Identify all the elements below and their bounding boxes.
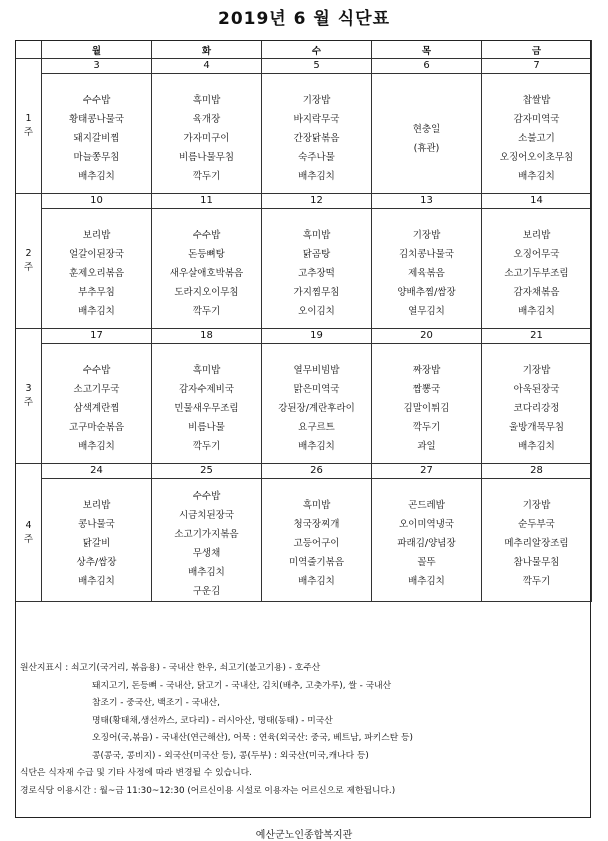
- menu-item: 새우살애호박볶음: [169, 268, 244, 279]
- date-number: 26: [262, 464, 371, 479]
- menu-item: 소고기무국: [73, 384, 120, 395]
- menu-item: 배추김치: [78, 441, 115, 452]
- menu-item: 파래김/양념장: [397, 538, 456, 549]
- date-number: 4: [152, 59, 261, 74]
- menu-item: 감자수제비국: [178, 384, 235, 395]
- menu-item: 황태콩나물국: [68, 114, 125, 125]
- menu-item: 보리밥: [522, 230, 551, 241]
- menu-item: 깍두기: [192, 306, 221, 317]
- menu-item: 숙주나물: [298, 152, 335, 163]
- menu-item: 도라지오이무침: [174, 287, 239, 298]
- menu-item: 찹쌀밥: [522, 95, 551, 106]
- menu-item: 고등어구이: [293, 538, 340, 549]
- menu-item: 무생채: [192, 548, 221, 559]
- menu-item: 배추김치: [298, 441, 335, 452]
- menu-item: 부추무침: [78, 287, 115, 298]
- menu-item: 메추리알장조림: [504, 538, 569, 549]
- week-label-part: 주: [23, 533, 34, 545]
- menu-item: 열무비빔밥: [293, 365, 340, 376]
- day-header: 화: [152, 41, 262, 59]
- menu-item: 흑미밥: [192, 365, 221, 376]
- date-number: 28: [482, 464, 591, 479]
- day-header: 월: [42, 41, 152, 59]
- menu-item: 고추장떡: [298, 268, 335, 279]
- menu-item: 기장밥: [302, 95, 331, 106]
- menu-item: 김치콩나물국: [398, 249, 455, 260]
- menu-item: 양배추찜/쌈장: [397, 287, 456, 298]
- menu-item: 배추김치: [188, 567, 225, 578]
- origin-note: 돼지고기, 돈등뼈 - 국내산, 닭고기 - 국내산, 김치(배추, 고춧가루), 쌀 - 국내산: [92, 680, 392, 691]
- menu-item: 배추김치: [78, 306, 115, 317]
- menu-item: 수수밥: [192, 491, 221, 502]
- menu-item: 배추김치: [518, 306, 555, 317]
- menu-item: 콩나물국: [78, 519, 115, 530]
- date-number: 11: [152, 194, 261, 209]
- menu-item: 수수밥: [192, 230, 221, 241]
- date-number: 13: [372, 194, 481, 209]
- outer-border: [15, 40, 591, 818]
- menu-item: 얼갈이된장국: [68, 249, 125, 260]
- page-title: 2019년 6 월 식단표: [217, 9, 390, 29]
- menu-item: 배추김치: [298, 576, 335, 587]
- menu-item: 간장닭볶음: [293, 133, 340, 144]
- menu-item: 시금치된장국: [178, 510, 235, 521]
- menu-item: 기장밥: [412, 230, 441, 241]
- date-number: 7: [482, 59, 591, 74]
- menu-item: 흑미밥: [302, 230, 331, 241]
- menu-item: 상추/쌈장: [76, 557, 117, 568]
- menu-item: 깍두기: [522, 576, 551, 587]
- menu-item: 돈등뼈탕: [188, 249, 225, 260]
- menu-item: 배추김치: [518, 441, 555, 452]
- menu-item: 청국장찌개: [293, 519, 340, 530]
- change-notice: 식단은 식자재 수급 및 기타 사정에 따라 변경될 수 있습니다.: [20, 768, 252, 778]
- day-header: 수: [262, 41, 372, 59]
- date-number: 18: [152, 329, 261, 344]
- menu-item: 오징어무국: [513, 249, 560, 260]
- menu-item: 흑미밥: [192, 95, 221, 106]
- date-number: 19: [262, 329, 371, 344]
- week-label-part: 주: [23, 127, 34, 138]
- week-label-part: 주: [23, 397, 34, 408]
- origin-note: 참조기 - 중국산, 백조기 - 국내산,: [92, 698, 220, 708]
- menu-item: 꼴뚜: [417, 557, 436, 568]
- menu-item: 순두부국: [518, 519, 555, 530]
- date-number: 5: [262, 59, 371, 74]
- menu-item: 오징어오이초무침: [499, 152, 574, 163]
- menu-item: 깍두기: [412, 422, 441, 433]
- menu-item: 돼지갈비찜: [73, 133, 120, 144]
- menu-item: 짜장밥: [412, 365, 441, 376]
- menu-item: 짬뽕국: [412, 384, 441, 395]
- menu-item: 가자미구이: [183, 133, 230, 144]
- menu-item: 수수밥: [82, 95, 111, 106]
- menu-item: 곤드레밥: [408, 500, 445, 511]
- menu-item: 닭곰탕: [302, 249, 331, 260]
- menu-item: 보리밥: [82, 230, 111, 241]
- menu-item: 깍두기: [192, 441, 221, 452]
- menu-item: 흑미밥: [302, 500, 331, 511]
- date-number: 27: [372, 464, 481, 479]
- week-label-part: 2: [25, 248, 32, 259]
- menu-item: 민물새우무조림: [174, 403, 239, 414]
- menu-item: 감자미역국: [513, 114, 560, 125]
- menu-item: 아욱된장국: [513, 384, 560, 395]
- dining-hours: 경로식당 이용시간 : 월~금 11:30~12:30 (어르신이용 시설로 이용자는 어르신으로 제한됩니다.): [20, 785, 396, 796]
- week-label-part: 4: [25, 519, 32, 531]
- date-number: 21: [482, 329, 591, 344]
- menu-item: 오이김치: [298, 306, 335, 317]
- menu-item: 코다리강정: [513, 403, 560, 414]
- week-label-part: 1: [25, 113, 32, 124]
- menu-item: 보리밥: [82, 500, 111, 511]
- menu-item: 배추김치: [78, 576, 115, 587]
- menu-item: 소불고기: [518, 133, 555, 144]
- date-number: 25: [152, 464, 261, 479]
- menu-item: 깍두기: [192, 171, 221, 182]
- menu-item: 육개장: [192, 114, 221, 125]
- menu-item: 고구마순볶음: [68, 422, 125, 433]
- menu-item: 기장밥: [522, 500, 551, 511]
- day-header: 금: [482, 41, 592, 59]
- menu-item: 과일: [417, 441, 436, 452]
- menu-item: 배추김치: [298, 171, 335, 182]
- day-header: 목: [372, 41, 482, 59]
- menu-item: 배추김치: [408, 576, 445, 587]
- menu-item: 구운김: [192, 586, 221, 597]
- menu-item: 강된장/계란후라이: [278, 403, 355, 414]
- menu-item: 요구르트: [298, 422, 335, 433]
- date-number: 24: [42, 464, 151, 479]
- menu-item: 소고기두부조림: [504, 268, 569, 279]
- footer-org: 예산군노인종합복지관: [255, 830, 353, 841]
- origin-note: 원산지표시 : 쇠고기(국거리, 볶음용) - 국내산 한우, 쇠고기(불고기용) - 호주산: [20, 663, 321, 673]
- menu-item: 울방개묵무침: [508, 422, 565, 433]
- menu-item: 훈제오리볶음: [68, 268, 125, 279]
- menu-item: 닭갈비: [82, 538, 111, 549]
- menu-item: 김말이튀김: [403, 403, 450, 414]
- menu-item: 수수밥: [82, 365, 111, 376]
- menu-item: 바지락무국: [293, 114, 340, 125]
- menu-item: (휴관): [413, 143, 440, 154]
- menu-item: 배추김치: [78, 171, 115, 182]
- date-number: 17: [42, 329, 151, 344]
- date-number: 10: [42, 194, 151, 209]
- menu-item: 비름나물무침: [178, 152, 235, 163]
- menu-item: 마늘쫑무침: [73, 152, 120, 163]
- menu-item: 삼색계란찜: [73, 403, 120, 414]
- menu-item: 현충일: [412, 124, 441, 135]
- menu-item: 제육볶음: [408, 268, 445, 279]
- menu-item: 감자채볶음: [513, 287, 560, 298]
- menu-item: 소고기가지볶음: [174, 529, 239, 540]
- date-number: 14: [482, 194, 591, 209]
- date-number: 20: [372, 329, 481, 344]
- menu-item: 미역줄기볶음: [288, 557, 345, 568]
- menu-item: 오이미역냉국: [398, 519, 455, 530]
- menu-item: 가지찜무침: [293, 287, 340, 298]
- menu-item: 맑은미역국: [293, 384, 340, 395]
- menu-item: 참나물무침: [513, 557, 560, 568]
- date-number: 3: [42, 59, 151, 74]
- menu-item: 열무김치: [408, 306, 445, 317]
- menu-item: 기장밥: [522, 365, 551, 376]
- week-label-part: 주: [23, 262, 34, 273]
- week-label-part: 3: [25, 383, 32, 394]
- origin-note: 콩(콩국, 콩비지) - 외국산(미국산 등), 콩(두부) : 외국산(미국,캐나다 등): [92, 750, 369, 761]
- date-number: 12: [262, 194, 371, 209]
- origin-note: 오징어(국,볶음) - 국내산(연근해산), 어묵 : 연육(외국산: 중국, 베트남, 파키스탄 등): [92, 733, 413, 743]
- origin-note: 명태(황태채,생선까스, 코다리) - 러시아산, 명태(동태) - 미국산: [92, 715, 333, 726]
- date-number: 6: [372, 59, 481, 74]
- menu-item: 배추김치: [518, 171, 555, 182]
- menu-item: 비름나물: [188, 422, 225, 433]
